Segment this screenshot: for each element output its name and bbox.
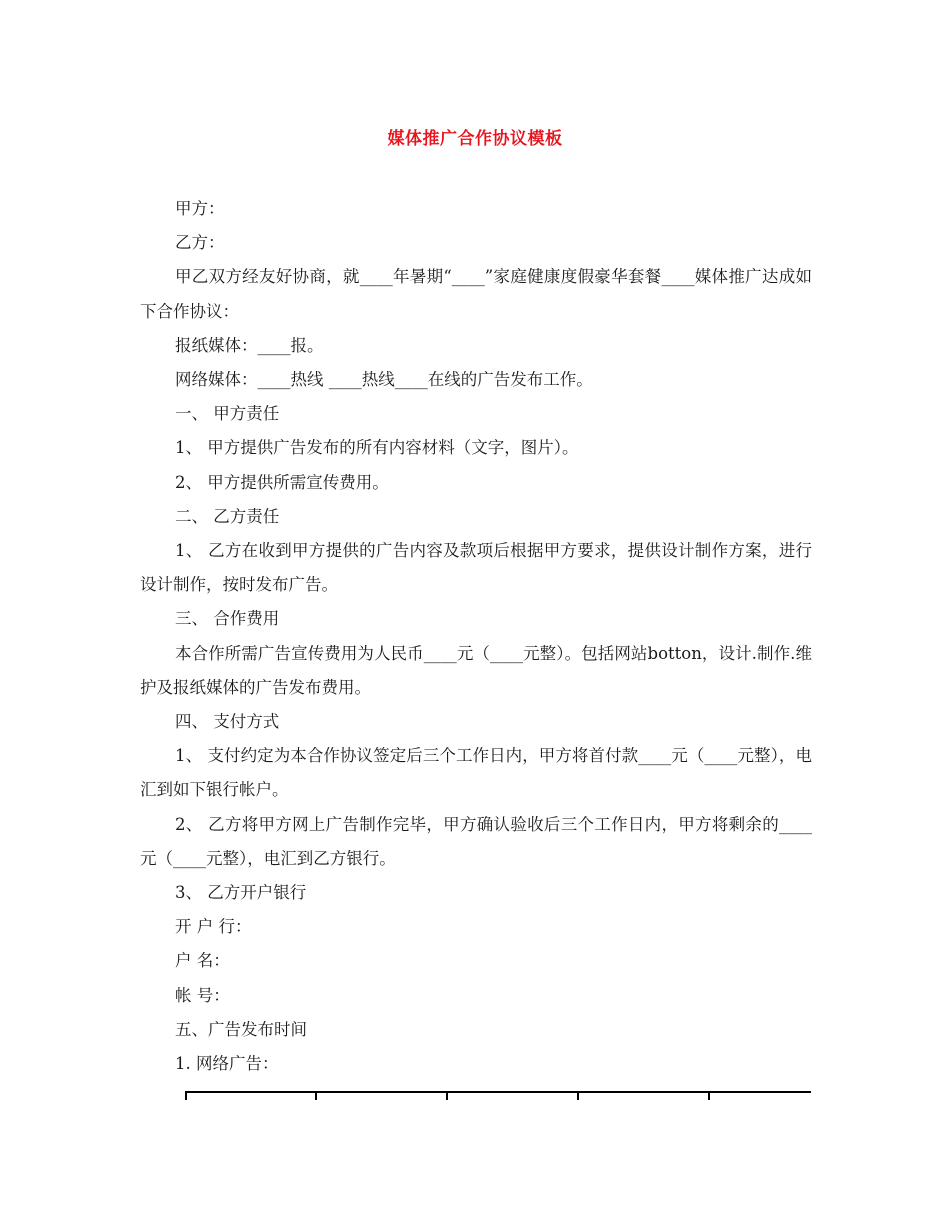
table-column-divider	[446, 1091, 448, 1100]
paragraph-party-a-duty-2: 2、 甲方提供所需宣传费用。	[175, 472, 389, 492]
paragraph-fees: 本合作所需广告宣传费用为人民币____元（____元整）。包括网站botton，设计.制作.维护及报纸媒体的广告发布费用。	[140, 643, 812, 697]
paragraph-newspaper-media: 报纸媒体：____报。	[175, 335, 324, 355]
table-top-border	[185, 1091, 811, 1093]
paragraph-account-name: 户 名：	[175, 951, 230, 971]
paragraph-online-media: 网络媒体：____热线 ____热线____在线的广告发布工作。	[175, 370, 593, 390]
paragraph-payment-1: 1、 支付约定为本合作协议签定后三个工作日内，甲方将首付款____元（____元整），电汇到如下银行帐户。	[140, 746, 812, 800]
section-heading-fees: 三、 合作费用	[175, 609, 280, 629]
paragraph-bank-name: 开 户 行：	[175, 917, 252, 937]
paragraph-party-a-duty-1: 1、 甲方提供广告发布的所有内容材料（文字，图片）。	[175, 438, 579, 458]
table-column-divider	[708, 1091, 710, 1100]
paragraph-party-a: 甲方：	[175, 199, 225, 218]
paragraph-online-ads: 1. 网络广告：	[175, 1054, 279, 1074]
section-heading-publish-time: 五、广告发布时间	[175, 1019, 307, 1039]
table-column-divider	[315, 1091, 317, 1100]
paragraph-party-b: 乙方：	[175, 233, 225, 253]
paragraph-payment-2: 2、 乙方将甲方网上广告制作完毕，甲方确认验收后三个工作日内，甲方将剩余的____元（____元整），电汇到乙方银行。	[140, 814, 812, 868]
document-body	[140, 192, 812, 1081]
paragraph-payment-3: 3、 乙方开户银行	[175, 883, 307, 903]
section-heading-party-b-duties: 二、 乙方责任	[175, 506, 280, 526]
paragraph-intro: 甲乙双方经友好协商，就____年暑期“____”家庭健康度假豪华套餐____媒体推广达成如下合作协议：	[140, 267, 812, 321]
paragraph-party-b-duty-1: 1、 乙方在收到甲方提供的广告内容及款项后根据甲方要求，提供设计制作方案，进行设计制作，按时发布广告。	[140, 541, 812, 595]
table-column-divider	[577, 1091, 579, 1100]
section-heading-payment: 四、 支付方式	[175, 712, 280, 732]
section-heading-party-a-duties: 一、 甲方责任	[175, 404, 280, 424]
table-column-divider	[185, 1091, 187, 1100]
document-title: 媒体推广合作协议模板	[387, 129, 563, 149]
paragraph-account-number: 帐 号：	[175, 985, 230, 1005]
